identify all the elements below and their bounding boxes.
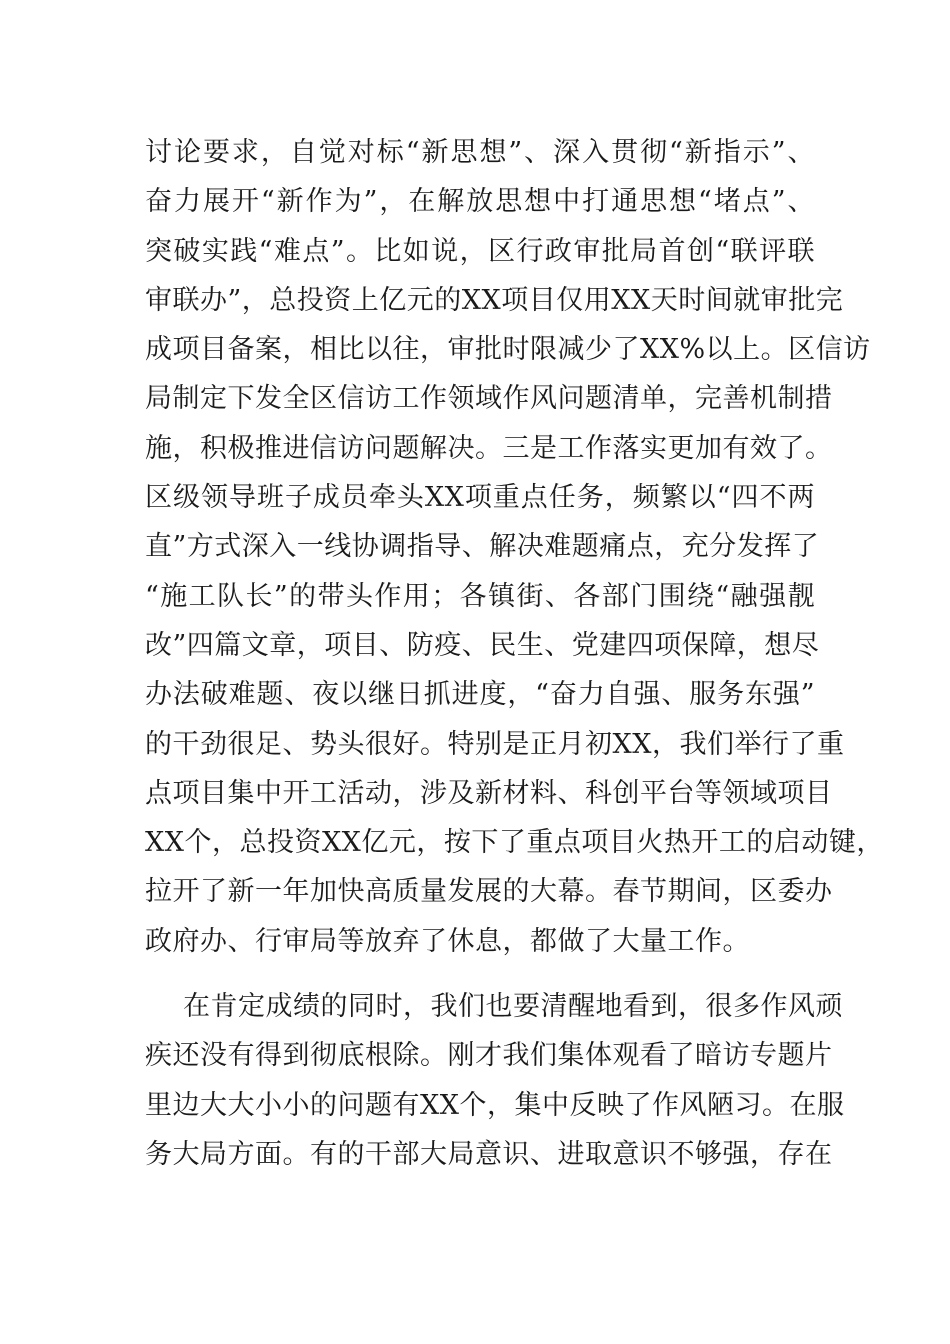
text-line: 审联办”，总投资上亿元的XX项目仅用XX天时间就审批完 <box>145 284 844 316</box>
text-line: 里边大大小小的问题有XX个，集中反映了作风陋习。在服 <box>145 1089 845 1121</box>
text-line: 政府办、行审局等放弃了休息，都做了大量工作。 <box>145 925 750 957</box>
text-line: 讨论要求，自觉对标“新思想”、深入贯彻“新指示”、 <box>145 137 815 168</box>
text-line: “施工队长”的带头作用；各镇街、各部门围绕“融强靓 <box>145 580 815 612</box>
text-line: 疾还没有得到彻底根除。刚才我们集体观看了暗访专题片 <box>145 1040 833 1072</box>
text-line: 拉开了新一年加快高质量发展的大幕。春节期间，区委办 <box>145 876 833 908</box>
text-line: 突破实践“难点”。比如说，区行政审批局首创“联评联 <box>145 235 815 267</box>
paragraph-2 <box>145 982 845 1179</box>
text-line: 改”四篇文章，项目、防疫、民生、党建四项保障，想尽 <box>145 629 820 661</box>
text-line: 的干劲很足、势头很好。特别是正月初XX，我们举行了重 <box>145 728 845 760</box>
text-line: 直”方式深入一线协调指导、解决难题痛点，充分发挥了 <box>145 531 820 563</box>
text-line: 办法破难题、夜以继日抓进度，“奋力自强、服务东强” <box>145 679 815 711</box>
text-line: 局制定下发全区信访工作领域作风问题清单，完善机制措 <box>145 383 833 415</box>
text-line: 区级领导班子成员牵头XX项重点任务，频繁以“四不两 <box>145 482 815 514</box>
text-line: 务大局方面。有的干部大局意识、进取意识不够强，存在 <box>145 1138 833 1170</box>
text-line: XX个，总投资XX亿元，按下了重点项目火热开工的启动键， <box>145 827 884 859</box>
text-line: 点项目集中开工活动，涉及新材料、科创平台等领域项目 <box>145 777 833 809</box>
text-line: 成项目备案，相比以往，审批时限减少了XX%以上。区信访 <box>145 334 871 366</box>
paragraph-1 <box>145 128 884 966</box>
text-line: 奋力展开“新作为”，在解放思想中打通思想“堵点”、 <box>145 186 815 218</box>
text-line: 在肯定成绩的同时，我们也要清醒地看到，很多作风顽 <box>183 991 843 1022</box>
text-line: 施，积极推进信访问题解决。三是工作落实更加有效了。 <box>145 432 833 464</box>
